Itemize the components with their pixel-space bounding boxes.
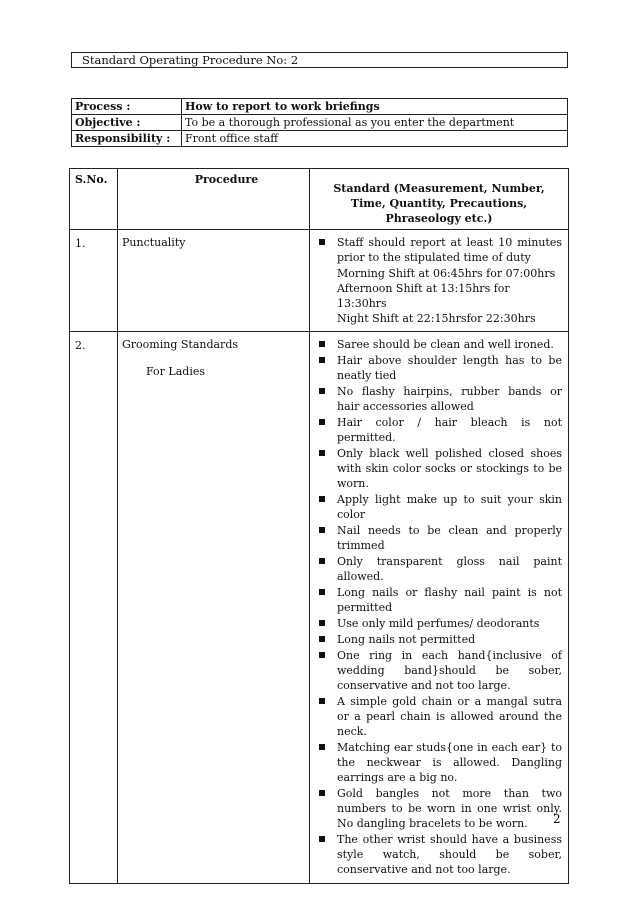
square-bullet-icon xyxy=(319,589,325,595)
square-bullet-icon xyxy=(319,239,325,245)
row-2-procedure-subtitle: For Ladies xyxy=(146,365,205,378)
info-table xyxy=(71,98,568,147)
list-item: Long nails not permitted xyxy=(314,632,562,647)
list-item: A simple gold chain or a mangal sutra or a pearl chain is allowed around the neck. xyxy=(314,694,562,739)
info-row-process xyxy=(72,99,568,115)
square-bullet-icon xyxy=(319,388,325,394)
square-bullet-icon xyxy=(319,527,325,533)
row-1-standard xyxy=(310,230,569,332)
sop-title-box xyxy=(71,52,568,68)
list-item: Use only mild perfumes/ deodorants xyxy=(314,616,562,631)
header-sno: S.No. xyxy=(70,169,118,230)
header-standard: Standard (Measurement, Number, Time, Quantity, Precautions, Phraseology etc.) xyxy=(310,169,569,230)
procedure-table xyxy=(69,168,569,884)
square-bullet-icon xyxy=(319,836,325,842)
list-item: Hair above shoulder length has to be neatly tied xyxy=(314,353,562,383)
row-2-procedure xyxy=(118,332,310,884)
row-2-standard xyxy=(310,332,569,884)
list-item: Only black well polished closed shoes with skin color socks or stockings to be worn. xyxy=(314,446,562,491)
square-bullet-icon xyxy=(319,450,325,456)
square-bullet-icon xyxy=(319,698,325,704)
responsibility-value: Front office staff xyxy=(182,131,568,147)
square-bullet-icon xyxy=(319,341,325,347)
square-bullet-icon xyxy=(319,496,325,502)
list-item: Saree should be clean and well ironed. xyxy=(314,337,562,352)
list-item: Gold bangles not more than two numbers to be worn in one wrist only. No dangling bracelets to be worn. xyxy=(314,786,562,831)
list-item: One ring in each hand{inclusive of wedding band}should be sober, conservative and not too large. xyxy=(314,648,562,693)
square-bullet-icon xyxy=(319,744,325,750)
objective-label: Objective : xyxy=(72,115,182,131)
square-bullet-icon xyxy=(319,357,325,363)
info-row-objective xyxy=(72,115,568,131)
shift-line: Morning Shift at 06:45hrs for 07:00hrs xyxy=(337,267,556,280)
process-label: Process : xyxy=(72,99,182,115)
table-header-row xyxy=(70,169,569,230)
shift-line: Afternoon Shift at 13:15hrs for 13:30hrs xyxy=(337,282,510,310)
table-row xyxy=(70,230,569,332)
page-number: 2 xyxy=(553,812,561,826)
table-row xyxy=(70,332,569,884)
square-bullet-icon xyxy=(319,620,325,626)
list-item: Staff should report at least 10 minutes prior to the stipulated time of duty xyxy=(314,235,562,265)
square-bullet-icon xyxy=(319,790,325,796)
sop-title: Standard Operating Procedure No: 2 xyxy=(82,53,299,67)
info-row-responsibility xyxy=(72,131,568,147)
row-1-sno: 1. xyxy=(70,230,118,332)
list-item: Matching ear studs{one in each ear} to the neckwear is allowed. Dangling earrings are a big no. xyxy=(314,740,562,785)
objective-value: To be a thorough professional as you enter the department xyxy=(182,115,568,131)
list-item: Apply light make up to suit your skin color xyxy=(314,492,562,522)
list-item: No flashy hairpins, rubber bands or hair accessories allowed xyxy=(314,384,562,414)
list-item: Long nails or flashy nail paint is not permitted xyxy=(314,585,562,615)
square-bullet-icon xyxy=(319,636,325,642)
row-2-procedure-title: Grooming Standards xyxy=(122,338,239,351)
process-value: How to report to work briefings xyxy=(182,99,568,115)
list-item: Hair color / hair bleach is not permitted. xyxy=(314,415,562,445)
header-procedure: Procedure xyxy=(118,169,310,230)
shift-line: Night Shift at 22:15hrsfor 22:30hrs xyxy=(337,312,536,325)
row-1-procedure: Punctuality xyxy=(118,230,310,332)
square-bullet-icon xyxy=(319,558,325,564)
list-item: Nail needs to be clean and properly trimmed xyxy=(314,523,562,553)
row-2-sno: 2. xyxy=(70,332,118,884)
square-bullet-icon xyxy=(319,419,325,425)
square-bullet-icon xyxy=(319,652,325,658)
list-item: The other wrist should have a business style watch, should be sober, conservative and not too large. xyxy=(314,832,562,877)
grooming-list xyxy=(314,337,562,877)
responsibility-label: Responsibility : xyxy=(72,131,182,147)
list-item: Only transparent gloss nail paint allowed. xyxy=(314,554,562,584)
